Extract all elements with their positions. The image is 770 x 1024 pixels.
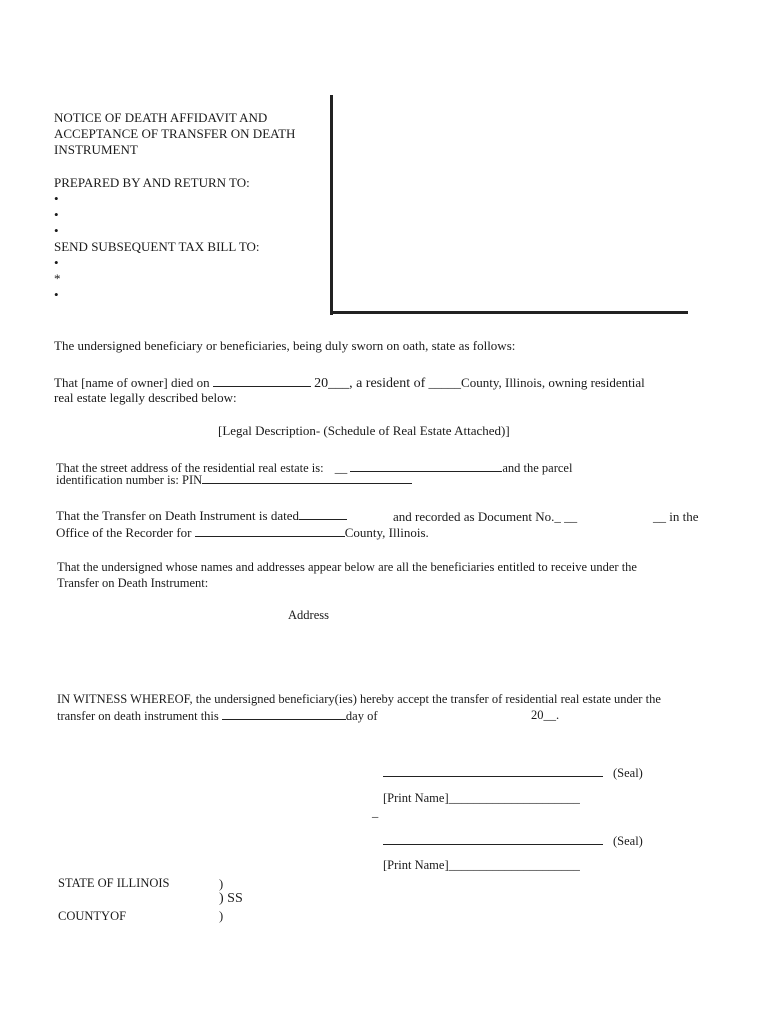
witness-line-2 bbox=[57, 707, 378, 724]
prepared-label: PREPARED BY AND RETURN TO: bbox=[54, 175, 250, 190]
tod-text-b: and recorded as Document No. bbox=[393, 509, 555, 524]
prepared-bullet-1: • bbox=[54, 191, 59, 206]
beneficiaries-line-2: Transfer on Death Instrument: bbox=[57, 576, 209, 590]
address-label: Address bbox=[288, 608, 329, 622]
died-line-2: real estate legally described below: bbox=[54, 390, 237, 405]
street-text-a: That the street address of the residential real estate is: bbox=[56, 461, 324, 475]
witness-text-a: transfer on death instrument this bbox=[57, 709, 219, 723]
pin-label: identification number is: PIN bbox=[56, 473, 203, 487]
witness-text-b: day of bbox=[345, 709, 378, 723]
title-line-3: INSTRUMENT bbox=[54, 142, 138, 157]
title-line-2: ACCEPTANCE OF TRANSFER ON DEATH bbox=[54, 126, 296, 141]
tod-line-2 bbox=[56, 524, 429, 541]
street-line-2 bbox=[56, 471, 412, 488]
died-text-a: That [name of owner] died on bbox=[54, 375, 210, 390]
died-text-c: _____County, Illinois, owning residential bbox=[428, 375, 645, 390]
print-name-1[interactable]: [Print Name]_____________________ bbox=[383, 791, 580, 805]
recorder-county-blank[interactable] bbox=[195, 524, 345, 537]
title-line-1: NOTICE OF DEATH AFFIDAVIT AND bbox=[54, 110, 268, 125]
died-text-b: 20___, a resident of bbox=[314, 376, 426, 391]
tod-date-blank[interactable] bbox=[299, 507, 347, 520]
beneficiaries-line-1: That the undersigned whose names and addresses appear below are all the beneficiaries entitled to receive under the bbox=[57, 560, 637, 574]
pin-blank[interactable] bbox=[202, 471, 412, 484]
witness-text-c: 20__. bbox=[531, 708, 560, 722]
county-label: COUNTYOF bbox=[58, 909, 127, 923]
dash-mark: _ bbox=[372, 805, 379, 819]
prepared-bullet-2: • bbox=[54, 207, 59, 222]
street-text-c: and the parcel bbox=[502, 461, 573, 475]
state-label: STATE OF ILLINOIS bbox=[58, 876, 170, 890]
witness-day-blank[interactable] bbox=[222, 707, 346, 720]
header-box-bottom-border bbox=[330, 311, 688, 314]
tax-bullet-1: • bbox=[54, 255, 59, 270]
header-box-right-border bbox=[330, 95, 333, 315]
witness-line-1: IN WITNESS WHEREOF, the undersigned beneficiary(ies) hereby accept the transfer of residential real estate under the bbox=[57, 692, 661, 706]
tod-line-1-b bbox=[393, 509, 577, 525]
tod-line-1 bbox=[56, 507, 347, 524]
intro-paragraph: The undersigned beneficiary or beneficiaries, being duly sworn on oath, state as follows: bbox=[54, 338, 516, 353]
seal-label-1: (Seal) bbox=[613, 766, 643, 780]
prepared-bullet-3: • bbox=[54, 223, 59, 238]
tod-text-d: __ in the bbox=[653, 509, 699, 524]
street-text-b: __ bbox=[334, 461, 351, 475]
death-date-blank[interactable] bbox=[213, 374, 311, 387]
print-name-2[interactable]: [Print Name]_____________________ bbox=[383, 858, 580, 872]
tod-text-a: That the Transfer on Death Instrument is dated bbox=[56, 508, 299, 523]
legal-description: [Legal Description- (Schedule of Real Estate Attached)] bbox=[218, 423, 510, 438]
tax-bullet-2: * bbox=[54, 271, 61, 286]
venue-paren-1: ) bbox=[219, 877, 224, 891]
seal-label-2: (Seal) bbox=[613, 834, 643, 848]
tax-label: SEND SUBSEQUENT TAX BILL TO: bbox=[54, 239, 260, 254]
venue-paren-3: ) bbox=[219, 909, 224, 923]
venue-ss: ) SS bbox=[219, 891, 243, 906]
tod-text-f: County, Illinois. bbox=[344, 525, 429, 540]
tod-text-e: Office of the Recorder for bbox=[56, 525, 192, 540]
prepared-section bbox=[54, 175, 260, 303]
tod-text-c: _ __ bbox=[554, 509, 578, 524]
tax-bullet-3: • bbox=[54, 287, 59, 302]
signature-line-1[interactable] bbox=[383, 776, 603, 777]
signature-line-2[interactable] bbox=[383, 844, 603, 845]
document-title bbox=[54, 110, 295, 158]
